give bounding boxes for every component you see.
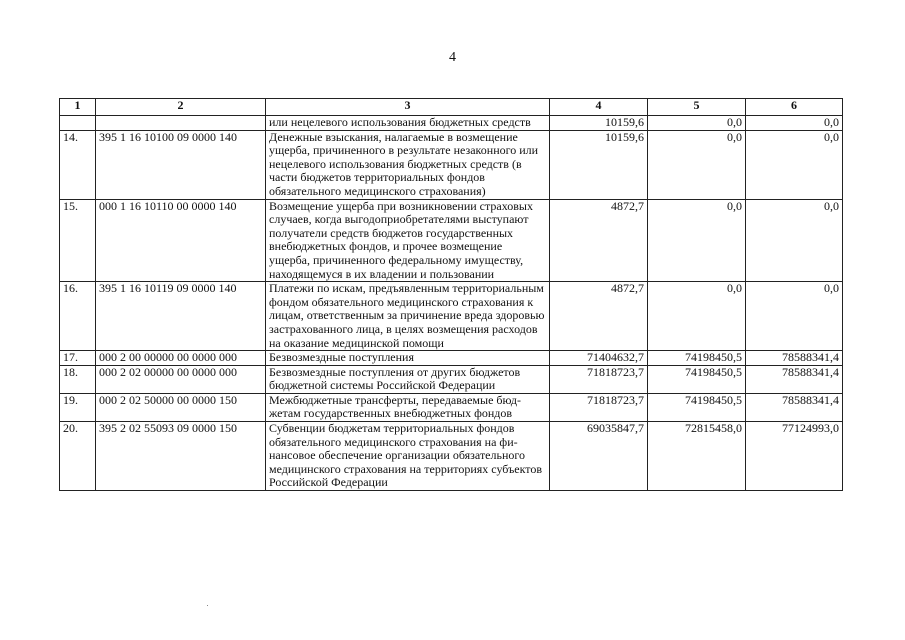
income-name: Платежи по искам, предъявленным территориальным фондом обязательного медицинского страхования к лицам, ответственным за причинение вреда здоровью застрахованного лица, в целях возмещения расходов на оказание медицинской помощи bbox=[266, 282, 550, 351]
row-number: 18. bbox=[60, 365, 96, 393]
income-name: или нецелевого использования бюджетных средств bbox=[266, 116, 550, 131]
income-name: Безвозмездные поступления bbox=[266, 351, 550, 366]
budget-code: 000 1 16 10110 00 0000 140 bbox=[96, 199, 266, 282]
header-col-5: 5 bbox=[648, 99, 746, 116]
header-col-2: 2 bbox=[96, 99, 266, 116]
table-row bbox=[60, 130, 843, 199]
value-col-6: 78588341,4 bbox=[746, 393, 843, 421]
value-col-5: 72815458,0 bbox=[648, 422, 746, 491]
value-col-4: 71818723,7 bbox=[550, 393, 648, 421]
value-col-4: 4872,7 bbox=[550, 282, 648, 351]
value-col-4: 69035847,7 bbox=[550, 422, 648, 491]
budget-code bbox=[96, 116, 266, 131]
value-col-4: 10159,6 bbox=[550, 130, 648, 199]
value-col-6: 77124993,0 bbox=[746, 422, 843, 491]
page-number: 4 bbox=[449, 50, 456, 65]
value-col-6: 0,0 bbox=[746, 282, 843, 351]
income-name: Субвенции бюджетам территориальных фондов обязательного медицинского страхования на финансовое обеспечение организации обязательного медицинского страхования на территориях субъектов Российской Федерации bbox=[266, 422, 550, 491]
table-row bbox=[60, 282, 843, 351]
scan-speck bbox=[207, 605, 208, 606]
row-number: 17. bbox=[60, 351, 96, 366]
value-col-5: 74198450,5 bbox=[648, 351, 746, 366]
budget-code: 395 1 16 10100 09 0000 140 bbox=[96, 130, 266, 199]
value-col-6: 0,0 bbox=[746, 199, 843, 282]
value-col-6: 78588341,4 bbox=[746, 365, 843, 393]
value-col-6: 78588341,4 bbox=[746, 351, 843, 366]
header-col-3: 3 bbox=[266, 99, 550, 116]
table-row bbox=[60, 351, 843, 366]
table-row bbox=[60, 199, 843, 282]
income-name: Денежные взыскания, налагаемые в возмещение ущерба, причиненного в результате незаконного или нецелевого использования бюджетных средств (в части бюджетов территориальных фондов обязательного медицинского страхования) bbox=[266, 130, 550, 199]
value-col-6: 0,0 bbox=[746, 130, 843, 199]
table-header-row bbox=[60, 99, 843, 116]
value-col-5: 74198450,5 bbox=[648, 393, 746, 421]
value-col-5: 0,0 bbox=[648, 130, 746, 199]
row-number: 14. bbox=[60, 130, 96, 199]
row-number bbox=[60, 116, 96, 131]
value-col-4: 10159,6 bbox=[550, 116, 648, 131]
income-name: Безвозмездные поступления от других бюджетов бюджетной системы Российской Федерации bbox=[266, 365, 550, 393]
budget-code: 395 1 16 10119 09 0000 140 bbox=[96, 282, 266, 351]
table-row bbox=[60, 116, 843, 131]
table-row bbox=[60, 422, 843, 491]
budget-code: 000 2 00 00000 00 0000 000 bbox=[96, 351, 266, 366]
value-col-5: 0,0 bbox=[648, 282, 746, 351]
value-col-5: 0,0 bbox=[648, 116, 746, 131]
header-col-1: 1 bbox=[60, 99, 96, 116]
budget-code: 395 2 02 55093 09 0000 150 bbox=[96, 422, 266, 491]
row-number: 19. bbox=[60, 393, 96, 421]
value-col-4: 4872,7 bbox=[550, 199, 648, 282]
income-name: Возмещение ущерба при возникновении страховых случаев, когда выгодоприобретателями выступают получатели средств бюджетов государственных внебюджетных фондов, и прочее возмещение ущерба, причиненного федеральному имуществу, находящемуся в их владении и пользовании bbox=[266, 199, 550, 282]
header-col-6: 6 bbox=[746, 99, 843, 116]
revenue-table bbox=[59, 98, 843, 491]
value-col-5: 0,0 bbox=[648, 199, 746, 282]
value-col-6: 0,0 bbox=[746, 116, 843, 131]
header-col-4: 4 bbox=[550, 99, 648, 116]
budget-code: 000 2 02 50000 00 0000 150 bbox=[96, 393, 266, 421]
table-row bbox=[60, 365, 843, 393]
income-name: Межбюджетные трансферты, передаваемые бюджетам государственных внебюджетных фондов bbox=[266, 393, 550, 421]
budget-code: 000 2 02 00000 00 0000 000 bbox=[96, 365, 266, 393]
value-col-4: 71818723,7 bbox=[550, 365, 648, 393]
row-number: 20. bbox=[60, 422, 96, 491]
value-col-4: 71404632,7 bbox=[550, 351, 648, 366]
value-col-5: 74198450,5 bbox=[648, 365, 746, 393]
row-number: 16. bbox=[60, 282, 96, 351]
table-row bbox=[60, 393, 843, 421]
row-number: 15. bbox=[60, 199, 96, 282]
